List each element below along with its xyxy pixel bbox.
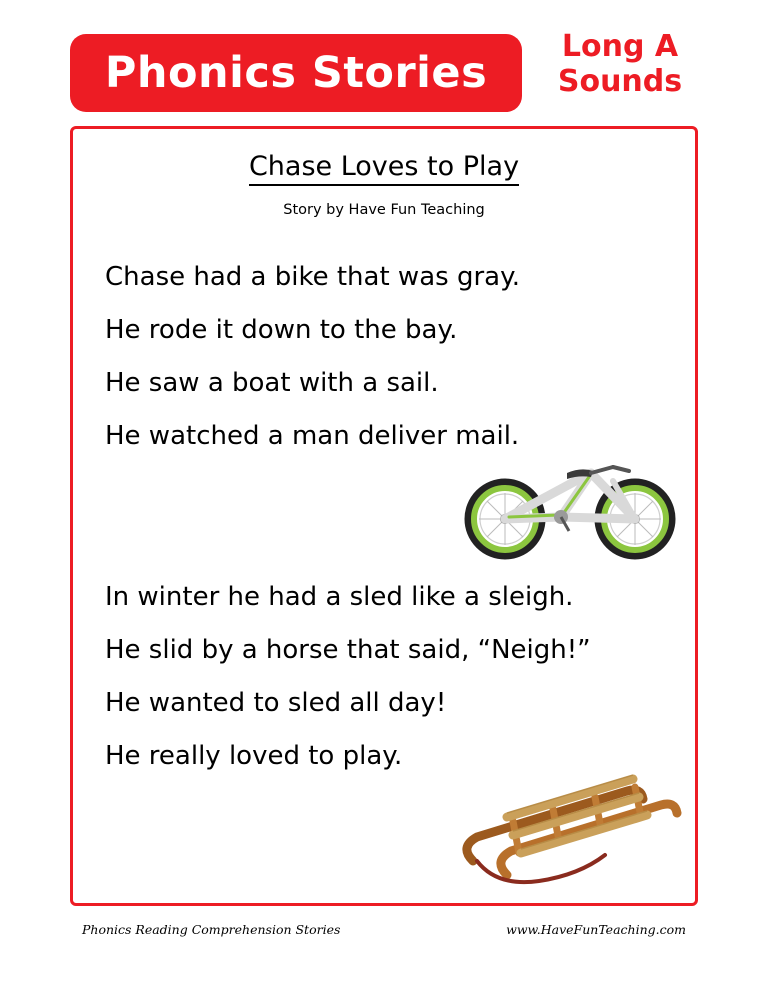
title-banner (70, 34, 522, 112)
bicycle-illustration (463, 447, 678, 562)
sled-illustration (433, 749, 683, 889)
subject-line-1: Long A (561, 29, 679, 64)
story-line: He slid by a horse that said, “Neigh!” (105, 635, 591, 665)
page-header (70, 29, 700, 120)
story-byline: Story by Have Fun Teaching (283, 202, 485, 218)
story-title-text: Chase Loves to Play (249, 151, 519, 186)
footer-right-link[interactable]: www.HaveFunTeaching.com (506, 922, 686, 937)
story-line: He really loved to play. (105, 741, 403, 771)
subject-line-2: Sounds (557, 63, 683, 99)
story-line: Chase had a bike that was gray. (105, 262, 521, 292)
story-title (73, 151, 695, 182)
footer-left-text: Phonics Reading Comprehension Stories (82, 922, 341, 937)
subject-label (540, 30, 700, 99)
story-line: In winter he had a sled like a sleigh. (105, 582, 574, 612)
stanza-one (105, 251, 665, 463)
story-line: He rode it down to the bay. (105, 315, 458, 345)
story-line: He watched a man deliver mail. (105, 421, 520, 451)
story-line: He wanted to sled all day! (105, 688, 447, 718)
page-title: Phonics Stories (104, 48, 488, 98)
story-line: He saw a boat with a sail. (105, 368, 439, 398)
story-frame (70, 126, 698, 906)
